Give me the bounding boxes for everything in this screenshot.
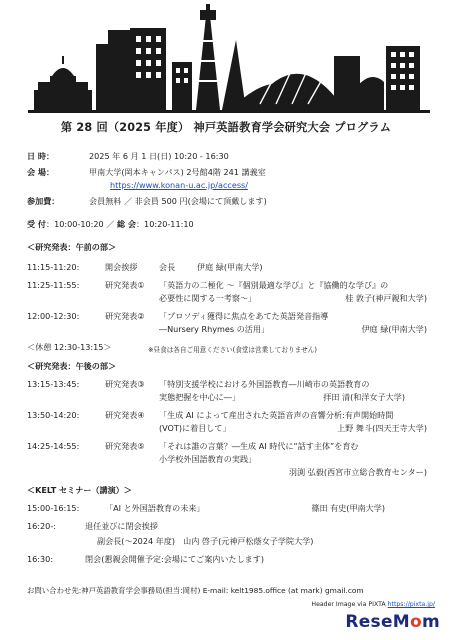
venue-value: 甲南大学(岡本キャンパス) 2号館4階 241 講義室 xyxy=(89,167,266,177)
section-afternoon: ＜研究発表：午後の部＞ xyxy=(27,361,117,371)
opening-role: 会長 xyxy=(159,262,176,272)
p2-title-line1: 「プロソディ獲得に焦点をあてた英語発音指導 xyxy=(159,311,329,321)
credit-text: Header Image via PIXTA xyxy=(311,601,386,608)
p4-title-line1: 「生成 AI によって産出された英語音声の音響分析:有声開始時間 xyxy=(159,410,394,420)
end-time: 16:30: xyxy=(27,554,54,564)
kelt-time: 15:00-16:15: xyxy=(27,503,80,513)
p4-title-line2: (VOT)に着目して」 xyxy=(159,423,231,433)
p5-title-line1: 「それは誰の言葉？―生成 AI 時代に“話す主体”を育む xyxy=(159,441,359,451)
p5-presenter: 羽渕 弘毅(西宮市立総合教育センター) xyxy=(288,467,427,477)
closing-speaker: 副会長(～2024 年度) 山内 啓子(元神戸松蔭女子学院大学) xyxy=(97,536,314,546)
break-note: ※昼食は各自ご用意ください(食堂は営業しておりません) xyxy=(148,346,317,354)
p2-presenter: 伊庭 緑(甲南大学) xyxy=(361,324,427,334)
date-label: 日 時： xyxy=(27,151,55,161)
p4-time: 13:50-14:20: xyxy=(27,410,80,420)
fee-value: 会員無料 ／ 非会員 500 円(会場にて頂戴します) xyxy=(89,196,267,206)
image-credit xyxy=(311,601,435,608)
p5-title-line2: 小学校外国語教育の実践」 xyxy=(159,454,257,464)
venue-url-row xyxy=(110,180,248,190)
p3-time: 13:15-13:45: xyxy=(27,379,80,389)
end-kind: 閉会(懇親会開催予定:会場にてご案内いたします) xyxy=(85,554,265,564)
p1-presenter: 桂 敦子(神戸親和大学) xyxy=(345,293,427,303)
date-row xyxy=(27,151,229,162)
reception-value: ：10:00-10:20 ／ xyxy=(46,219,115,229)
p1-title-line2: 必要性に関する一考察～」 xyxy=(159,293,257,303)
general-value: ：10:20-11:10 xyxy=(135,219,194,229)
fee-row xyxy=(27,196,267,207)
p2-kind: 研究発表② xyxy=(105,311,145,321)
p5-time: 14:25-14:55: xyxy=(27,441,80,451)
p1-time: 11:25-11:55: xyxy=(27,280,80,290)
venue-url-link[interactable]: https://www.konan-u.ac.jp/access/ xyxy=(110,180,248,190)
fee-label: 参加費： xyxy=(27,196,60,206)
resemom-logo: ReseMom xyxy=(345,612,440,632)
p3-presenter: 拝田 清(和洋女子大学) xyxy=(323,392,405,402)
section-kelt: ＜KELT セミナー（講演）＞ xyxy=(27,485,132,495)
closing-time: 16:20-: xyxy=(27,521,56,531)
opening-name: 伊庭 緑(甲南大学) xyxy=(197,262,263,272)
credit-link[interactable]: https://pixta.jp/ xyxy=(387,601,435,608)
venue-label: 会 場： xyxy=(27,167,55,177)
date-value: 2025 年 6 月 1 日(日) 10:20 - 16:30 xyxy=(89,151,229,161)
p1-title-line1: 「英語力の二極化 ～『個別最適な学び』と『協働的な学び』の xyxy=(159,280,389,290)
break-time: ＜休憩 12:30-13:15＞ xyxy=(27,342,112,352)
skyline-header-image xyxy=(0,0,452,115)
opening-kind: 開会挨拶 xyxy=(105,262,138,272)
p2-time: 12:00-12:30: xyxy=(27,311,80,321)
p3-kind: 研究発表③ xyxy=(105,379,145,389)
reception-row xyxy=(27,219,194,230)
venue-row xyxy=(27,167,266,178)
contact-info: お問い合わせ先:神戸英語教育学会事務局(担当:岡村) E-mail: kelt1985.office (at mark) gmail.com xyxy=(27,586,364,595)
p2-title-line2: ―Nursery Rhymes の活用」 xyxy=(159,324,270,334)
p4-presenter: 上野 舞斗(四天王寺大学) xyxy=(337,423,427,433)
p3-title-line2: 実態把握を中心に―」 xyxy=(159,392,240,402)
page-title: 第 28 回（2025 年度） 神戸英語教育学会研究大会 プログラム xyxy=(60,121,392,134)
opening-time: 11:15-11:20: xyxy=(27,262,80,272)
p4-kind: 研究発表④ xyxy=(105,410,145,420)
closing-kind: 退任並びに閉会挨拶 xyxy=(85,521,158,531)
reception-label: 受 付 xyxy=(27,219,47,229)
p1-kind: 研究発表① xyxy=(105,280,145,290)
p5-kind: 研究発表⑤ xyxy=(105,441,145,451)
kelt-topic: 「AI と外国語教育の未来」 xyxy=(105,503,205,513)
section-morning: ＜研究発表：午前の部＞ xyxy=(27,242,117,252)
p3-title-line1: 「特別支援学校における外国語教育―川崎市の英語教育の xyxy=(159,379,370,389)
general-label: 総 会 xyxy=(116,219,136,229)
kelt-presenter: 篠田 有史(甲南大学) xyxy=(311,503,385,513)
